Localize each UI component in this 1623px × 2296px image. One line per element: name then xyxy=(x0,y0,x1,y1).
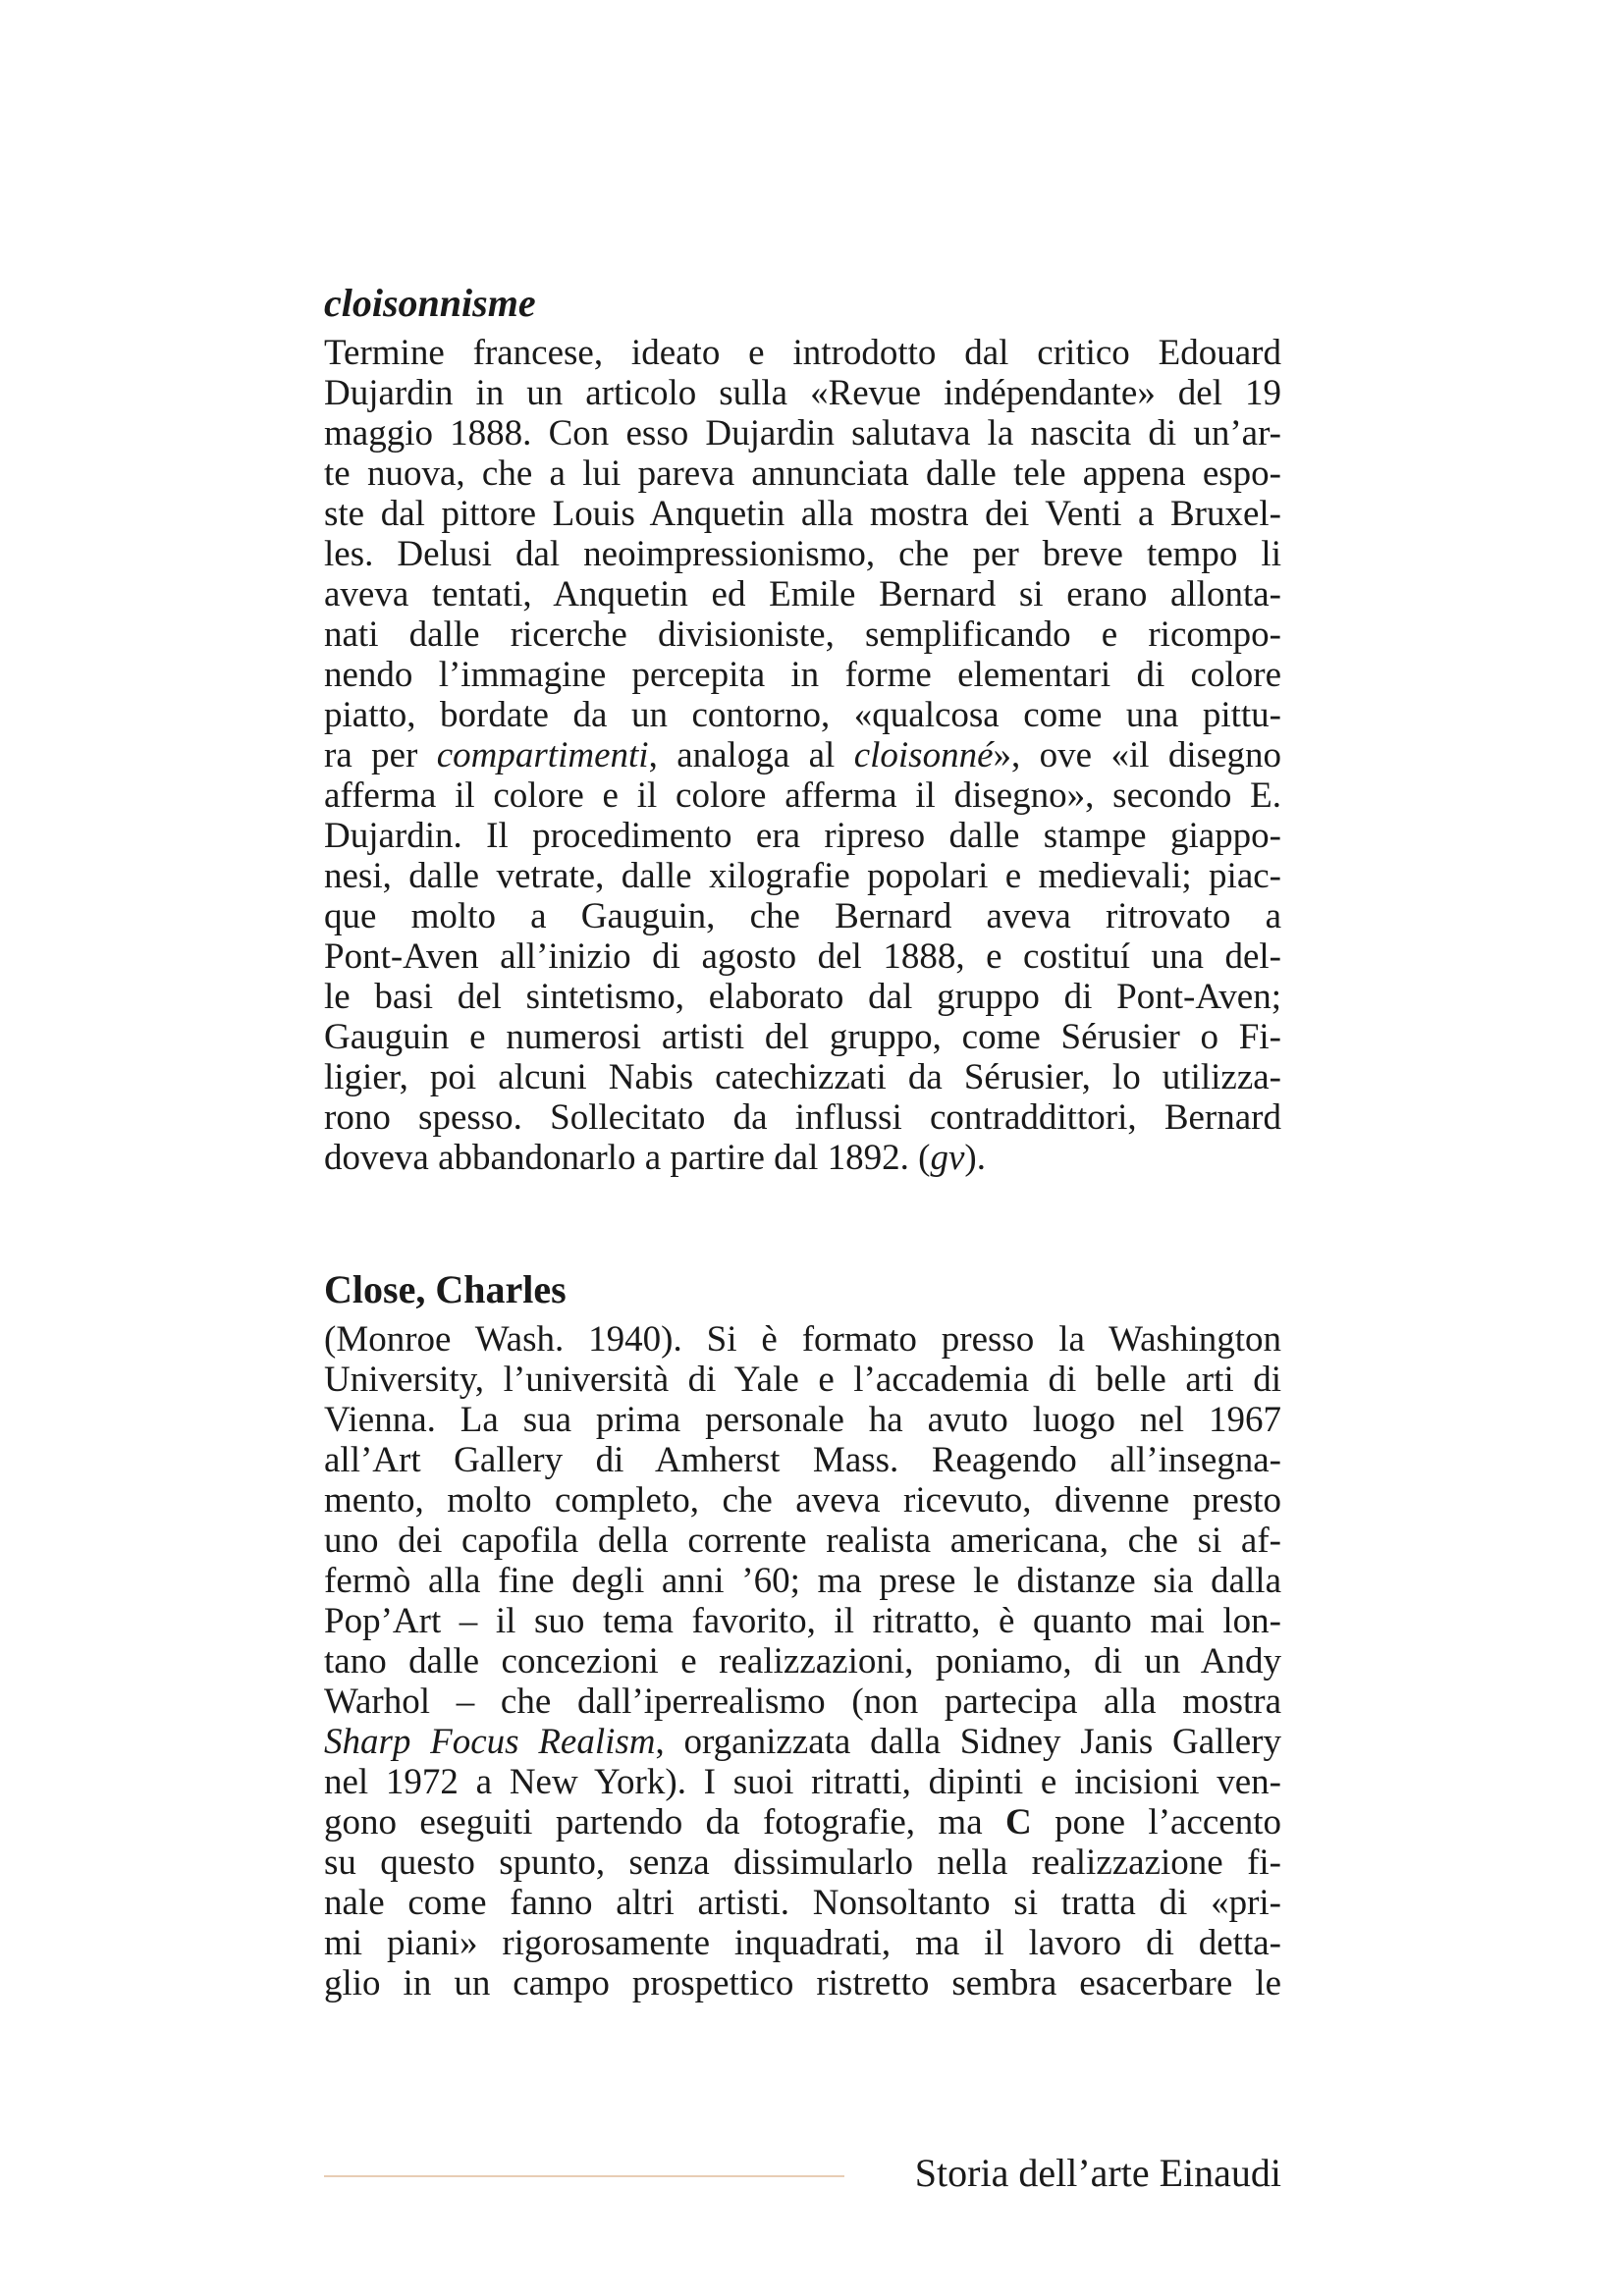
text-line: ste dal pittore Louis Anquetin alla mostra dei Venti a Bruxel- xyxy=(324,494,1281,534)
entry-close-charles xyxy=(324,1264,1281,2003)
text-line: all’Art Gallery di Amherst Mass. Reagendo all’insegna- xyxy=(324,1440,1281,1480)
text-run: ra per xyxy=(324,735,437,775)
text-run: , analoga al xyxy=(648,735,854,775)
entry-heading: cloisonnisme xyxy=(324,281,536,325)
text-line xyxy=(324,1138,1281,1178)
text-run: pone l’accento xyxy=(1031,1802,1281,1842)
text-line xyxy=(324,1802,1281,1842)
text-run: », ove «il disegno xyxy=(993,735,1281,775)
text-line: mi piani» rigorosamente inquadrati, ma il lavoro di detta- xyxy=(324,1923,1281,1963)
text-run: gono eseguiti partendo da fotografie, ma xyxy=(324,1802,1006,1842)
text-line: nati dalle ricerche divisioniste, semplificando e ricompo- xyxy=(324,614,1281,655)
footer-rule xyxy=(324,2175,844,2177)
italic-term: cloisonné xyxy=(853,735,994,775)
text-line: nesi, dalle vetrate, dalle xilografie popolari e medievali; piac- xyxy=(324,856,1281,896)
text-line: University, l’università di Yale e l’accademia di belle arti di xyxy=(324,1360,1281,1400)
footer-title: Storia dell’arte Einaudi xyxy=(914,2151,1281,2195)
text-line: (Monroe Wash. 1940). Si è formato presso la Washington xyxy=(324,1319,1281,1360)
text-line: Dujardin. Il procedimento era ripreso dalle stampe giappo- xyxy=(324,816,1281,856)
entry-cloisonnisme xyxy=(324,278,1281,1178)
entry-body xyxy=(324,1319,1281,2003)
text-line: fermò alla fine degli anni ’60; ma prese le distanze sia dalla xyxy=(324,1561,1281,1601)
text-line: tano dalle concezioni e realizzazioni, poniamo, di un Andy xyxy=(324,1641,1281,1682)
text-line: su questo spunto, senza dissimularlo nella realizzazione fi- xyxy=(324,1842,1281,1883)
text-line: Pop’Art – il suo tema favorito, il ritratto, è quanto mai lon- xyxy=(324,1601,1281,1641)
text-run: , organizzata dalla Sidney Janis Gallery xyxy=(655,1722,1281,1762)
italic-title: Sharp Focus Realism xyxy=(324,1722,656,1762)
text-line: aveva tentati, Anquetin ed Emile Bernard si erano allonta- xyxy=(324,574,1281,614)
text-line: le basi del sintetismo, elaborato dal gruppo di Pont-Aven; xyxy=(324,977,1281,1017)
text-line: nale come fanno altri artisti. Nonsoltanto si tratta di «pri- xyxy=(324,1883,1281,1923)
text-run: ). xyxy=(964,1138,986,1178)
entry-body xyxy=(324,333,1281,1178)
author-initials: gv xyxy=(930,1138,965,1178)
text-line: ligier, poi alcuni Nabis catechizzati da Sérusier, lo utilizza- xyxy=(324,1057,1281,1097)
text-line: Pont-Aven all’inizio di agosto del 1888, e costituí una del- xyxy=(324,936,1281,977)
bold-abbrev: C xyxy=(1005,1802,1032,1842)
text-line: Gauguin e numerosi artisti del gruppo, come Sérusier o Fi- xyxy=(324,1017,1281,1057)
text-line: afferma il colore e il colore afferma il disegno», secondo E. xyxy=(324,775,1281,816)
text-line: Termine francese, ideato e introdotto dal critico Edouard xyxy=(324,333,1281,373)
text-line: que molto a Gauguin, che Bernard aveva ritrovato a xyxy=(324,896,1281,936)
text-line xyxy=(324,735,1281,775)
text-line xyxy=(324,1722,1281,1762)
text-line: uno dei capofila della corrente realista americana, che si af- xyxy=(324,1521,1281,1561)
text-line: Warhol – che dall’iperrealismo (non partecipa alla mostra xyxy=(324,1682,1281,1722)
text-line: piatto, bordate da un contorno, «qualcosa come una pittu- xyxy=(324,695,1281,735)
text-line: maggio 1888. Con esso Dujardin salutava la nascita di un’ar- xyxy=(324,413,1281,454)
text-line: Dujardin in un articolo sulla «Revue indépendante» del 19 xyxy=(324,373,1281,413)
italic-term: compartimenti xyxy=(436,735,649,775)
text-line: glio in un campo prospettico ristretto sembra esacerbare le xyxy=(324,1963,1281,2003)
text-line: te nuova, che a lui pareva annunciata dalle tele appena espo- xyxy=(324,454,1281,494)
text-line: mento, molto completo, che aveva ricevuto, divenne presto xyxy=(324,1480,1281,1521)
text-run: doveva abbandonarlo a partire dal 1892. ( xyxy=(324,1138,931,1178)
text-line: rono spesso. Sollecitato da influssi contraddittori, Bernard xyxy=(324,1097,1281,1138)
text-line: les. Delusi dal neoimpressionismo, che per breve tempo li xyxy=(324,534,1281,574)
text-line: Vienna. La sua prima personale ha avuto luogo nel 1967 xyxy=(324,1400,1281,1440)
text-line: nel 1972 a New York). I suoi ritratti, dipinti e incisioni ven- xyxy=(324,1762,1281,1802)
entry-heading: Close, Charles xyxy=(324,1267,567,1311)
text-line: nendo l’immagine percepita in forme elementari di colore xyxy=(324,655,1281,695)
